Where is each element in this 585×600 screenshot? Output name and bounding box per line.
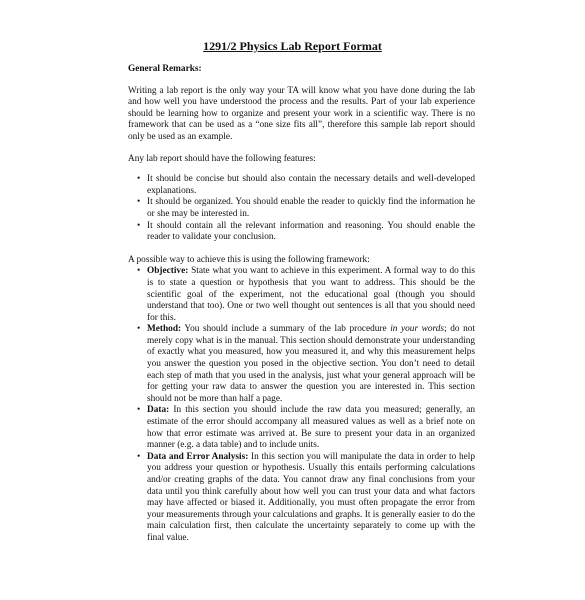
intro-paragraph: Writing a lab report is the only way your TA will know what you have done during the lab and how well you have understood the process and the results. Part of your lab experience should be learning how to organize and present your work in a scientific way. There is no framework that can be used as a “one size fits all”, therefore this sample lab report should only be used as an example. (128, 85, 475, 142)
framework-item-objective (128, 266, 475, 324)
feature-item-relevant: • It should contain all the relevant information and reasoning. You should enable the reader to validate your conclusion. (128, 221, 475, 244)
framework-text-objective: State what you want to achieve in this experiment. A formal way to do this is to state a question or hypothesis that you want to address. This should be the scientific goal of the experiment, not the educational goal (though you should understand that too). One or two well thought out sentences is all that you should need for this. (147, 266, 475, 323)
framework-label-method: Method: (147, 324, 182, 335)
framework-item-data (128, 405, 475, 451)
framework-text-data: In this section you should include the raw data you measured; generally, an estimate of the error should accompany all measured values as well as a brief note on how that error estimate was arrived at. Be sure to present your data in an organized manner (e.g. a data table) and to include units. (147, 405, 475, 451)
framework-list (128, 266, 475, 544)
framework-item-analysis (128, 452, 475, 545)
general-remarks-heading: General Remarks: (128, 64, 202, 74)
framework-label-data: Data: (147, 405, 170, 416)
framework-text-analysis: In this section you will manipulate the data in order to help you address your question or hypothesis. Usually this entails performing calculations and/or creating graphs of the data. You cannot draw any final conclusions from your data until you think carefully about how well you can trust your data and what factors may have affected or biased it. Additionally, you must often propagate the error from your measurements through your calculations and graphs. It is generally easier to do the main calculation first, then calculate the uncertainty separately to come up with the final value. (147, 451, 475, 543)
feature-item-concise: • It should be concise but should also contain the necessary details and well-developed explanations. (128, 174, 475, 197)
framework-text-method-emphasis: in your words (390, 324, 445, 335)
document-title: 1291/2 Physics Lab Report Format (203, 39, 382, 53)
framework-text-method-after: ; do not merely copy what is in the manual. This section should demonstrate your understanding of exactly what you measured, how you measured it, and why this measurement helps you answer the question you posed in the objective section. You don’t need to detail each step of math that you used in the analysis, just what your general approach will be for getting your raw data to answer the question you are interested in. This section should not be more than half a page. (147, 324, 475, 404)
framework-label-objective: Objective: (147, 266, 189, 277)
framework-item-method (128, 324, 475, 405)
document-body (128, 64, 475, 545)
framework-text-method-before: You should include a summary of the lab procedure (181, 324, 391, 335)
features-intro: Any lab report should have the following features: (128, 153, 316, 164)
features-list (128, 174, 475, 244)
framework-label-analysis: Data and Error Analysis: (147, 451, 249, 462)
feature-item-organized: • It should be organized. You should enable the reader to quickly find the information he or she may be interested in. (128, 197, 475, 220)
framework-intro: A possible way to achieve this is using the following framework: (128, 254, 370, 265)
